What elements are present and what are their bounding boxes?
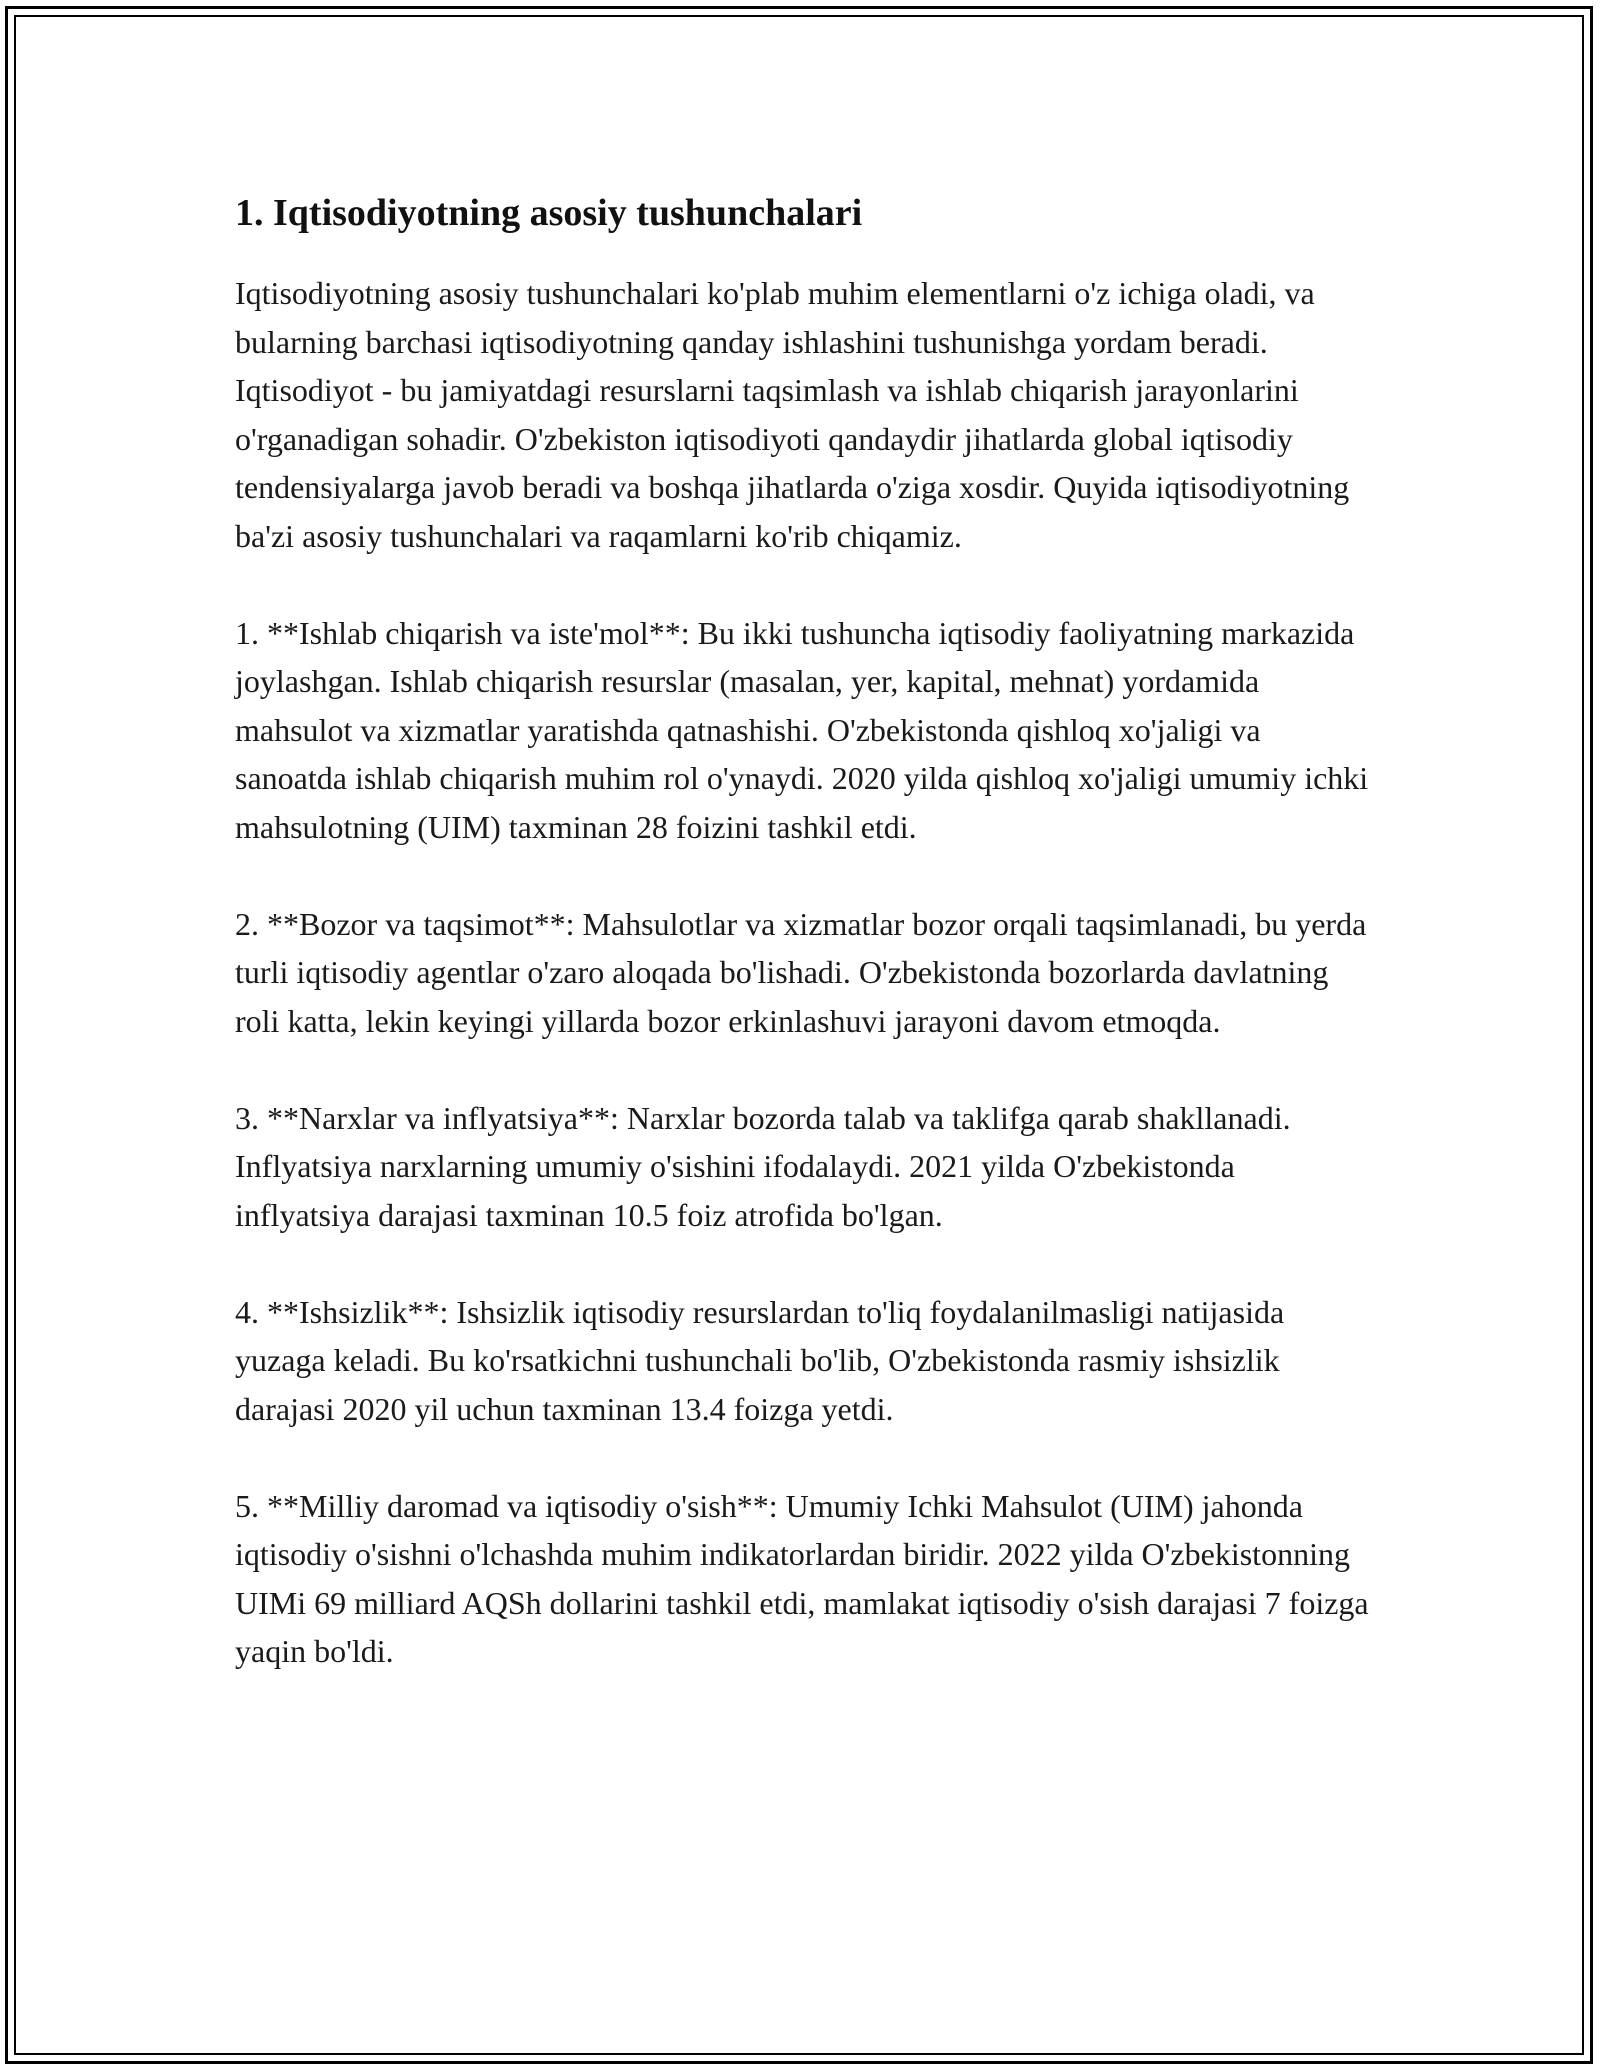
paragraph-market-distribution: 2. **Bozor va taqsimot**: Mahsulotlar va xizmatlar bozor orqali taqsimlanadi, bu yerda turli iqtisodiy agentlar o'zaro aloqada bo'lishadi. O'zbekistonda bozorlarda davlatning roli katta, lekin keyingi yillarda bozor erkinlashuvi jarayoni davom etmoqda. — [235, 905, 1367, 1039]
paragraph-prices-inflation: 3. **Narxlar va inflyatsiya**: Narxlar bozorda talab va taklifga qarab shakllanadi. Inflyatsiya narxlarning umumiy o'sishini ifodalaydi. 2021 yilda O'zbekistonda inflyatsiya darajasi taxminan 10.5 foiz atrofida bo'lgan. — [235, 1099, 1291, 1233]
document-body — [235, 185, 1370, 1676]
paragraph-national-income-growth: 5. **Milliy daromad va iqtisodiy o'sish**: Umumiy Ichki Mahsulot (UIM) jahonda iqtisodiy o'sishni o'lchashda muhim indikatorlardan biridir. 2022 yilda O'zbekistonning UIMi 69 milliard AQSh dollarini tashkil etdi, mamlakat iqtisodiy o'sish darajasi 7 foizga yaqin bo'ldi. — [235, 1487, 1369, 1669]
intro-paragraph: Iqtisodiyotning asosiy tushunchalari ko'plab muhim elementlarni o'z ichiga oladi, va bularning barchasi iqtisodiyotning qanday ishlashini tushunishga yordam beradi. Iqtisodiyot - bu jamiyatdagi resurslarni taqsimlash va ishlab chiqarish jarayonlarini o'rganadigan sohadir. O'zbekiston iqtisodiyoti qandaydir jihatlarda global iqtisodiy tendensiyalarga javob beradi va boshqa jihatlarda o'ziga xosdir. Quyida iqtisodiyotning ba'zi asosiy tushunchalari va raqamlarni ko'rib chiqamiz. — [235, 275, 1350, 554]
paragraph-production-consumption: 1. **Ishlab chiqarish va iste'mol**: Bu ikki tushuncha iqtisodiy faoliyatning markazida joylashgan. Ishlab chiqarish resurslar (masalan, yer, kapital, mehnat) yordamida mahsulot va xizmatlar yaratishda qatnashishi. O'zbekistonda qishloq xo'jaligi va sanoatda ishlab chiqarish muhim rol o'ynaydi. 2020 yilda qishloq xo'jaligi umumiy ichki mahsulotning (UIM) taxminan 28 foizini tashkil etdi. — [235, 614, 1369, 845]
page-title: 1. Iqtisodiyotning asosiy tushunchalari — [235, 192, 863, 234]
paragraph-unemployment: 4. **Ishsizlik**: Ishsizlik iqtisodiy resurslardan to'liq foydalanilmasligi natijasida yuzaga keladi. Bu ko'rsatkichni tushunchali bo'lib, O'zbekistonda rasmiy ishsizlik darajasi 2020 yil uchun taxminan 13.4 foizga yetdi. — [235, 1293, 1285, 1427]
